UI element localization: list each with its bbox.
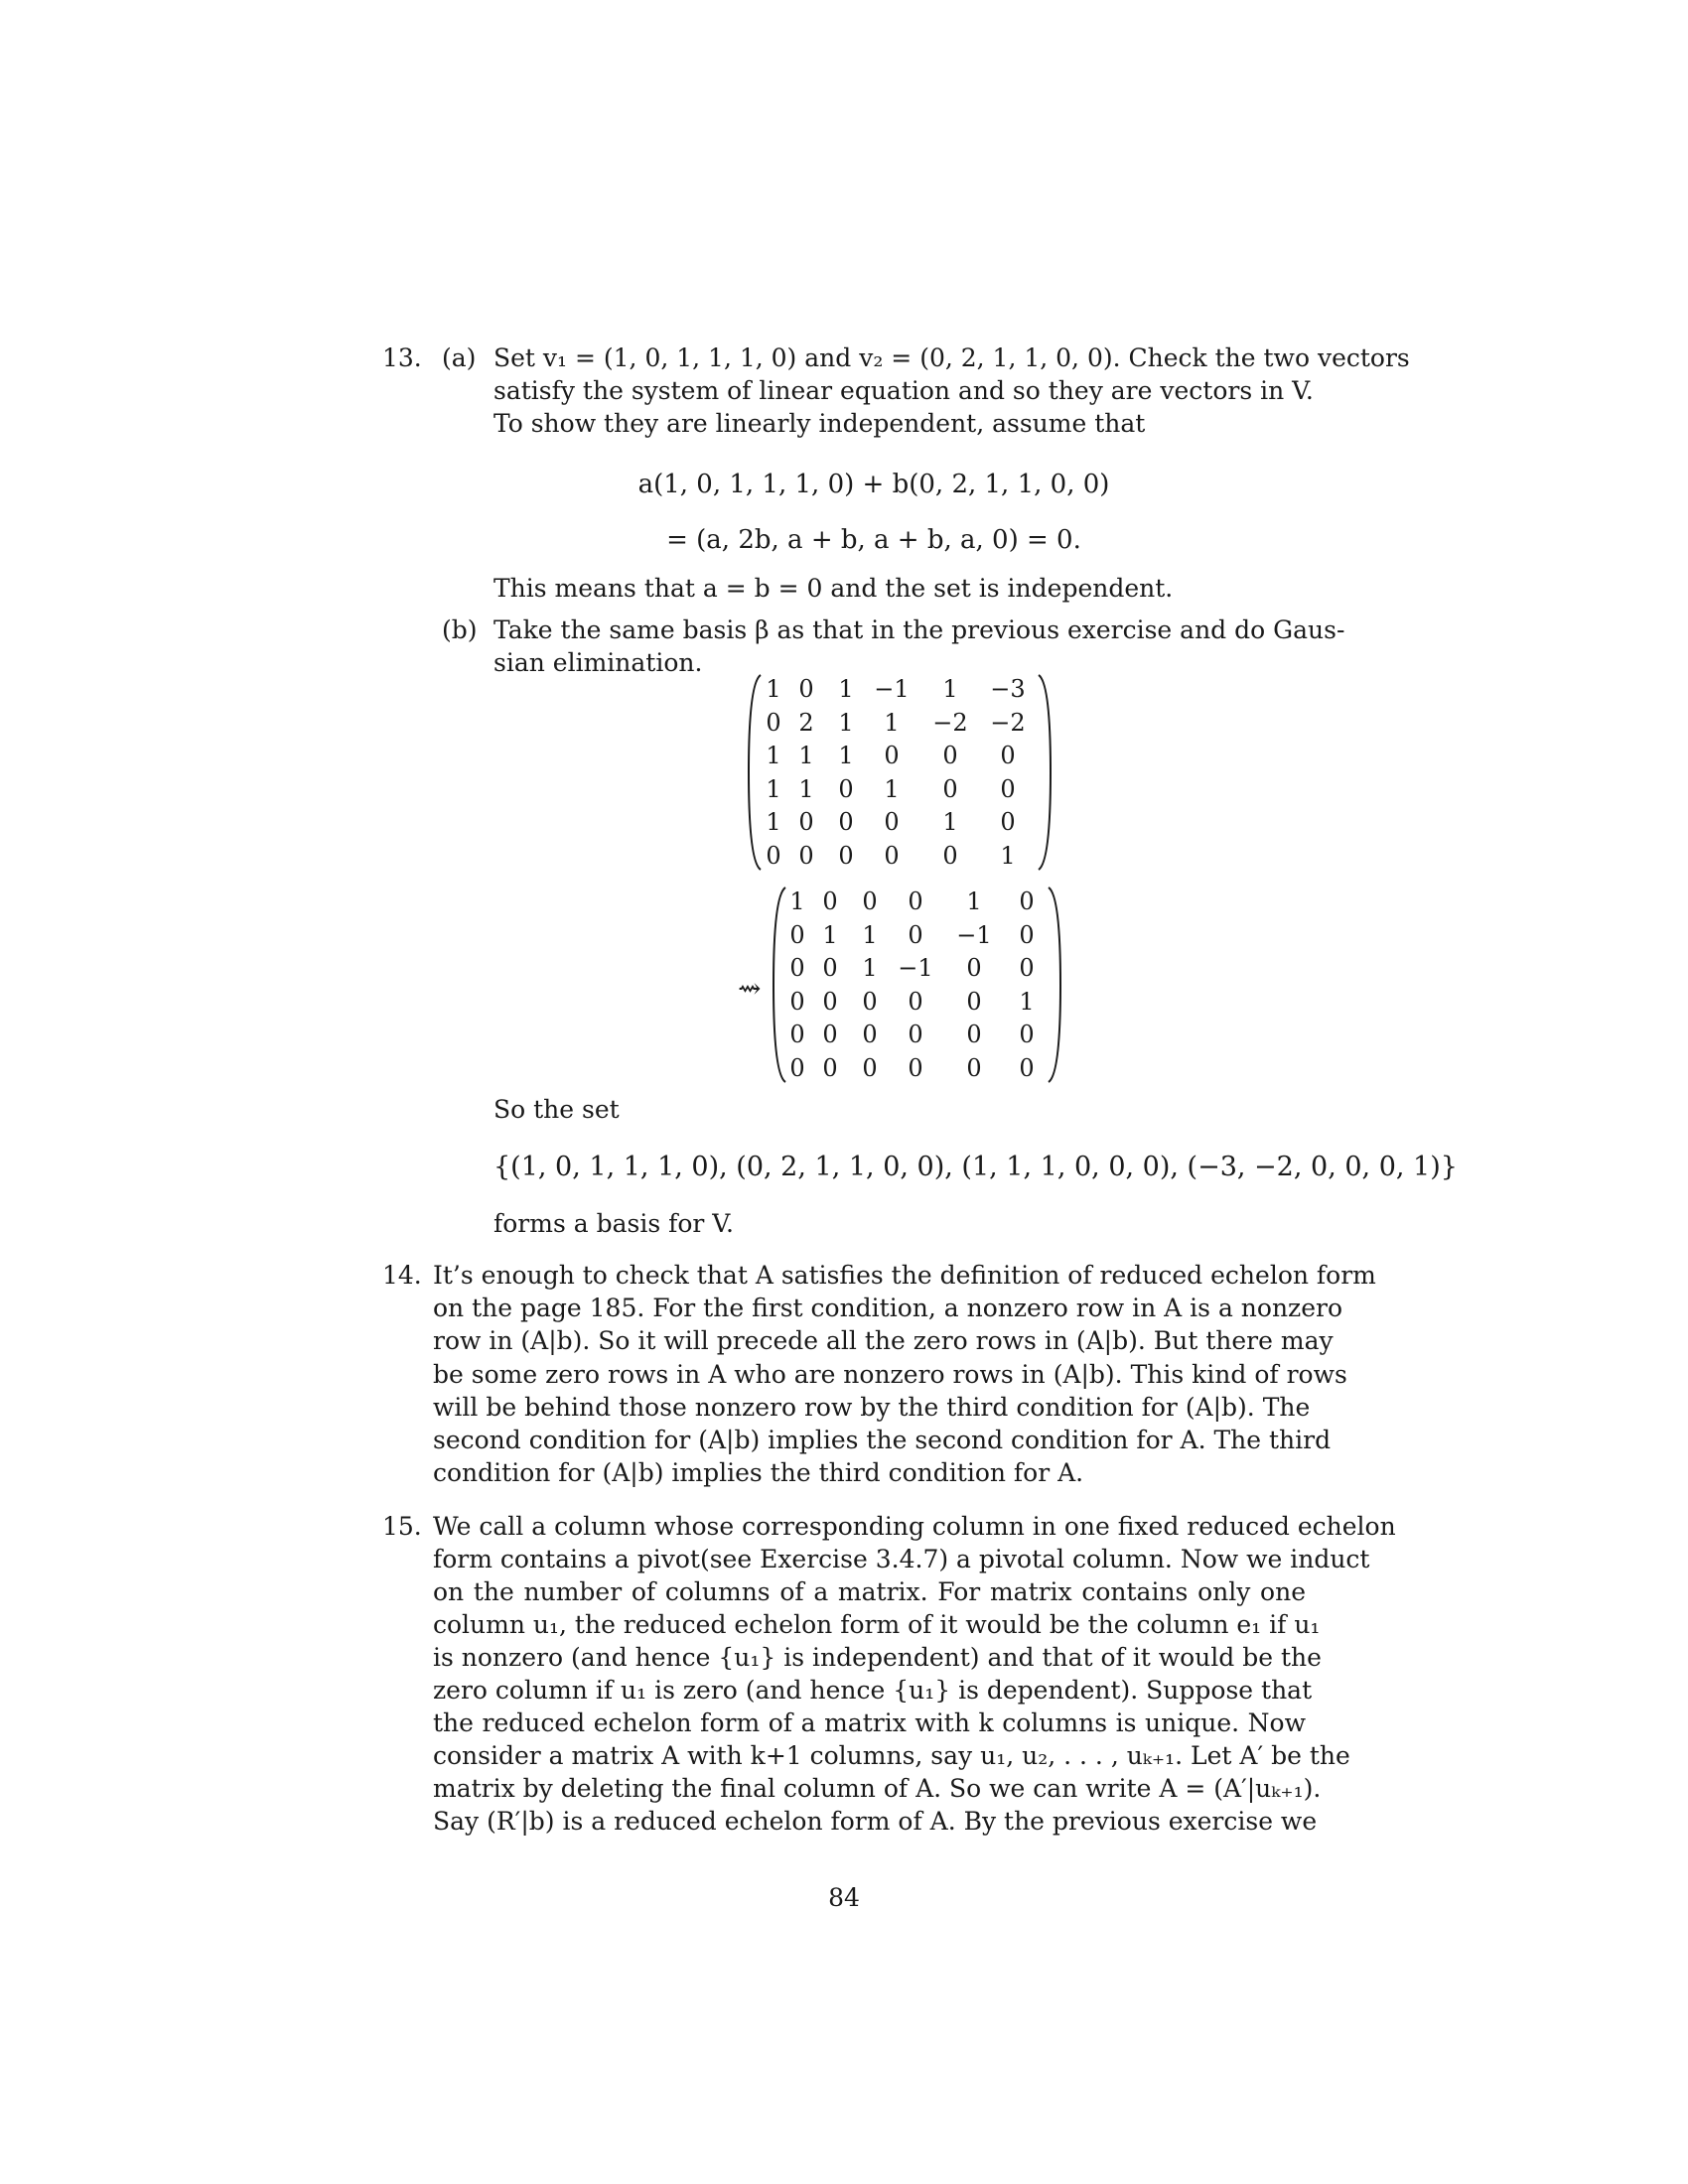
matrix-2-cell: 0 bbox=[789, 1053, 805, 1082]
matrix-2-cell: 0 bbox=[1019, 920, 1035, 949]
matrix-1-cell: 1 bbox=[766, 742, 781, 769]
p15-line: on the number of columns of a matrix. For matrix contains only one bbox=[433, 1577, 1306, 1606]
matrix-1-cell: 0 bbox=[766, 708, 781, 737]
basis-set-display: {(1, 0, 1, 1, 1, 0), (0, 2, 1, 1, 0, 0), (1, 1, 1, 0, 0, 0), (−3, −2, 0, 0, 0, 1)} bbox=[493, 1152, 1458, 1182]
p15-line: is nonzero (and hence {u₁} is independent) and that of it would be the bbox=[433, 1643, 1322, 1672]
matrix-1-cell: −1 bbox=[874, 675, 910, 703]
matrix-2-cell: 0 bbox=[789, 954, 805, 982]
p13a-conclusion: This means that a = b = 0 and the set is independent. bbox=[493, 574, 1174, 603]
matrix-2-cell: 0 bbox=[908, 920, 923, 949]
matrix-2-cell: 0 bbox=[822, 887, 838, 915]
matrix-2-cell: 0 bbox=[908, 1021, 923, 1048]
matrix-1-cell: 1 bbox=[884, 774, 900, 803]
matrix-2-cell: 0 bbox=[862, 987, 878, 1016]
matrix-2-cell: 0 bbox=[822, 1053, 838, 1082]
p15-line: We call a column whose corresponding column in one fixed reduced echelon bbox=[433, 1512, 1396, 1541]
matrix-2-cell: 1 bbox=[862, 954, 878, 982]
display-equation-1: a(1, 0, 1, 1, 1, 0) + b(0, 2, 1, 1, 0, 0) bbox=[637, 470, 1110, 499]
matrix-1-cell: 1 bbox=[838, 742, 854, 769]
matrix-1-cell: 0 bbox=[884, 808, 900, 836]
matrix-1-right-paren bbox=[1037, 673, 1053, 872]
matrix-1-cell: 1 bbox=[766, 808, 781, 836]
matrix-1-cell: −3 bbox=[990, 675, 1026, 703]
matrix-1-cell: 0 bbox=[884, 742, 900, 769]
p14-line: condition for (A|b) implies the third condition for A. bbox=[433, 1458, 1084, 1488]
matrix-1-cell: 1 bbox=[838, 675, 854, 703]
matrix-2-cell: 0 bbox=[908, 987, 923, 1016]
matrix-2-cell: −1 bbox=[898, 954, 933, 982]
matrix-2-cell: 0 bbox=[1019, 954, 1035, 982]
matrix-1-cell: −2 bbox=[932, 708, 968, 737]
matrix-1-cell: 1 bbox=[884, 708, 900, 737]
matrix-2-cell: 0 bbox=[862, 887, 878, 915]
matrix-1-cell: 1 bbox=[942, 675, 958, 703]
forms-basis-text: forms a basis for V. bbox=[493, 1209, 734, 1238]
matrix-2-cell: 0 bbox=[822, 1021, 838, 1048]
p13b-line-1: Take the same basis β as that in the previous exercise and do Gaus- bbox=[493, 615, 1345, 644]
matrix-2-cell: 0 bbox=[966, 987, 982, 1016]
matrix-1-cell: 0 bbox=[942, 841, 958, 870]
matrix-2-cell: 0 bbox=[862, 1053, 878, 1082]
matrix-1-cell: 0 bbox=[1000, 742, 1016, 769]
p15-line: matrix by deleting the final column of A. So we can write A = (A′|uₖ₊₁). bbox=[433, 1774, 1322, 1803]
matrix-1-cell: 0 bbox=[798, 675, 814, 703]
matrix-2-cell: 0 bbox=[966, 954, 982, 982]
matrix-1 bbox=[761, 673, 1033, 873]
matrix-1-cell: 0 bbox=[942, 774, 958, 803]
matrix-2-cell: 0 bbox=[966, 1053, 982, 1082]
matrix-1-cell: 1 bbox=[766, 774, 781, 803]
matrix-1-cell: 0 bbox=[1000, 774, 1016, 803]
p15-line: zero column if u₁ is zero (and hence {u₁} is dependent). Suppose that bbox=[433, 1676, 1313, 1705]
matrix-2-cell: 0 bbox=[908, 887, 923, 915]
matrix-2-right-paren bbox=[1047, 886, 1062, 1084]
matrix-2-cell: 0 bbox=[966, 1021, 982, 1048]
matrix-1-cell: 1 bbox=[838, 708, 854, 737]
p14-line: will be behind those nonzero row by the third condition for (A|b). The bbox=[433, 1392, 1311, 1422]
matrix-1-cell: 0 bbox=[1000, 808, 1016, 836]
matrix-2-cell: 1 bbox=[822, 920, 838, 949]
matrix-1-cell: 0 bbox=[942, 742, 958, 769]
p13a-line-2: satisfy the system of linear equation and so they are vectors in V. bbox=[493, 376, 1314, 405]
matrix-1-cell: 0 bbox=[766, 841, 781, 870]
matrix-1-cell: 1 bbox=[798, 774, 814, 803]
matrix-2-cell: 1 bbox=[862, 920, 878, 949]
problem-13-number: 13. bbox=[382, 343, 422, 372]
matrix-1-cell: 0 bbox=[798, 808, 814, 836]
matrix-1-cell: 0 bbox=[884, 841, 900, 870]
p15-line: Say (R′|b) is a reduced echelon form of A. By the previous exercise we bbox=[433, 1807, 1318, 1836]
display-equation-2: = (a, 2b, a + b, a + b, a, 0) = 0. bbox=[666, 525, 1081, 555]
matrix-2-cell: 0 bbox=[789, 987, 805, 1016]
page-number: 84 bbox=[828, 1883, 860, 1912]
part-a-label: (a) bbox=[442, 343, 477, 372]
matrix-1-cell: 1 bbox=[942, 808, 958, 836]
matrix-2-cell: 0 bbox=[1019, 1021, 1035, 1048]
matrix-2-cell: 0 bbox=[822, 987, 838, 1016]
matrix-2-cell: 1 bbox=[1019, 987, 1035, 1016]
matrix-1-cell: 0 bbox=[838, 808, 854, 836]
matrix-2-cell: 0 bbox=[1019, 887, 1035, 915]
matrix-1-cell: −2 bbox=[990, 708, 1026, 737]
p13a-line-1: Set v₁ = (1, 0, 1, 1, 1, 0) and v₂ = (0, 2, 1, 1, 0, 0). Check the two vectors bbox=[493, 343, 1410, 372]
p14-line: second condition for (A|b) implies the second condition for A. The third bbox=[433, 1426, 1332, 1454]
p14-line: on the page 185. For the first condition, a nonzero row in A is a nonzero bbox=[433, 1294, 1343, 1323]
p15-line: column u₁, the reduced echelon form of it would be the column e₁ if u₁ bbox=[433, 1610, 1321, 1639]
matrix-1-cell: 0 bbox=[838, 841, 854, 870]
p13a-line-3: To show they are linearly independent, assume that bbox=[493, 409, 1146, 438]
reduces-to-arrow: ⇝ bbox=[738, 972, 762, 1005]
matrix-2 bbox=[784, 886, 1047, 1085]
matrix-1-cell: 1 bbox=[766, 675, 781, 703]
matrix-1-cell: 2 bbox=[798, 708, 814, 737]
p14-line: row in (A|b). So it will precede all the zero rows in (A|b). But there may bbox=[433, 1326, 1334, 1356]
p15-line: the reduced echelon form of a matrix with k columns is unique. Now bbox=[433, 1708, 1306, 1737]
so-the-set-text: So the set bbox=[493, 1095, 620, 1124]
matrix-2-cell: 0 bbox=[862, 1021, 878, 1048]
matrix-2-cell: 0 bbox=[1019, 1053, 1035, 1082]
matrix-1-cell: 0 bbox=[798, 841, 814, 870]
problem-15-number: 15. bbox=[382, 1512, 422, 1541]
p14-line: It’s enough to check that A satisfies the definition of reduced echelon form bbox=[433, 1261, 1376, 1290]
p14-line: be some zero rows in A who are nonzero rows in (A|b). This kind of rows bbox=[433, 1359, 1347, 1389]
matrix-1-cell: 1 bbox=[1000, 841, 1016, 870]
matrix-2-cell: 0 bbox=[908, 1053, 923, 1082]
matrix-2-cell: 1 bbox=[966, 887, 982, 915]
matrix-2-cell: 0 bbox=[789, 920, 805, 949]
matrix-2-cell: −1 bbox=[956, 920, 992, 949]
matrix-2-cell: 0 bbox=[822, 954, 838, 982]
matrix-2-cell: 0 bbox=[789, 1021, 805, 1048]
p15-line: consider a matrix A with k+1 columns, say u₁, u₂, . . . , uₖ₊₁. Let A′ be the bbox=[433, 1741, 1350, 1770]
matrix-1-cell: 0 bbox=[838, 774, 854, 803]
problem-14-number: 14. bbox=[382, 1261, 422, 1290]
matrix-1-cell: 1 bbox=[798, 742, 814, 769]
matrix-2-cell: 1 bbox=[789, 887, 805, 915]
p15-line: form contains a pivot(see Exercise 3.4.7) a pivotal column. Now we induct bbox=[433, 1545, 1370, 1573]
part-b-label: (b) bbox=[442, 615, 478, 644]
p13b-line-2: sian elimination. bbox=[493, 648, 703, 677]
